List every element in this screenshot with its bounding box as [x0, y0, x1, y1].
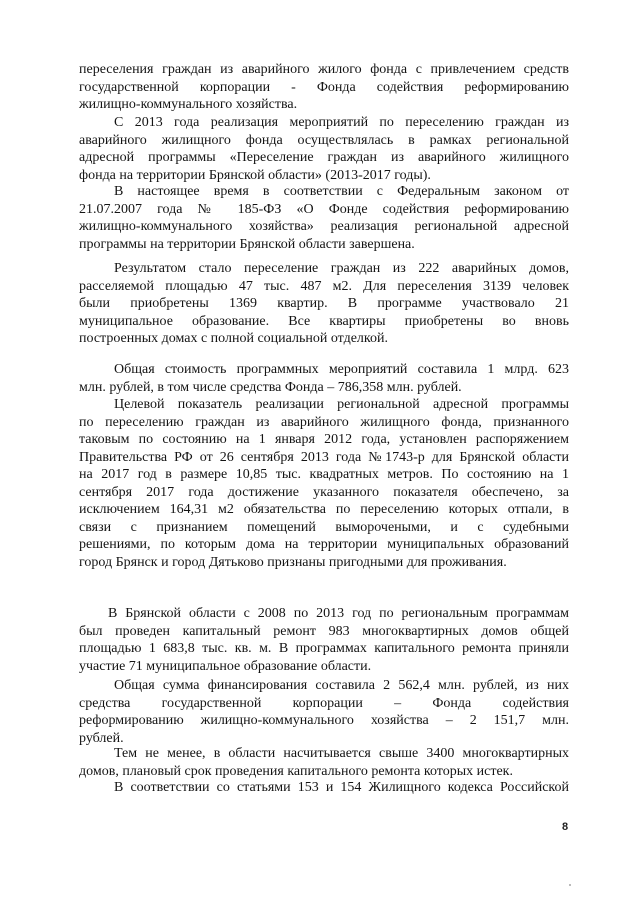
- text-line: участие 71 муниципальное образование области.: [79, 658, 372, 674]
- text-line: Правительства РФ от 26 сентября 2013 года №1743-р для Брянской области: [79, 449, 569, 465]
- text-line: жилищно-коммунального хозяйства» реализация региональной адресной: [79, 219, 569, 234]
- text-line: были приобретены 1369 квартир. В программе участвовало 21: [79, 296, 569, 311]
- paragraph-1: [79, 61, 569, 114]
- text-line: Общая стоимость программных мероприятий составила 1 млрд. 623: [114, 362, 569, 377]
- text-line: Результатом стало переселение граждан из 222 аварийных домов,: [114, 261, 569, 276]
- paragraph-6: [79, 396, 569, 571]
- scan-speck: [569, 884, 571, 886]
- text-line: сентября 2017 года достижение указанного показателя обеспечено, за: [79, 484, 569, 500]
- text-line: домов, плановый срок проведения капитального ремонта которых истек.: [79, 763, 513, 779]
- paragraph-2: [79, 114, 569, 184]
- text-line: на 2017 год в размере 10,85 тыс. квадратных метров. По состоянию на 1: [79, 467, 569, 482]
- text-line: Целевой показатель реализации региональной адресной программы: [114, 397, 569, 412]
- text-line: Тем не менее, в области насчитывается свыше 3400 многоквартирных: [114, 746, 569, 761]
- paragraph-7: [79, 605, 569, 675]
- text-line: 21.07.2007 года № 185-ФЗ «О Фонде содействия реформированию: [79, 201, 569, 217]
- text-line: был проведен капитальный ремонт 983 многоквартирных домов общей: [79, 623, 569, 639]
- text-line: реформированию жилищно-коммунального хозяйства – 2 151,7 млн.: [79, 713, 569, 728]
- paragraph-8: [79, 677, 569, 747]
- page-number: 8: [562, 821, 569, 833]
- text-line: таковым по состоянию на 1 января 2012 года, установлен распоряжением: [79, 432, 569, 447]
- text-line: по переселению граждан из аварийного жилищного фонда, признанного: [79, 414, 569, 430]
- text-line: расселяемой площадью 47 тыс. 487 м2. Для переселения 3139 человек: [79, 278, 569, 294]
- text-line: Общая сумма финансирования составила 2 562,4 млн. рублей, из них: [114, 678, 569, 693]
- paragraph-3: [79, 183, 569, 253]
- text-line: млн. рублей, в том числе средства Фонда – 786,358 млн. рублей.: [79, 379, 462, 395]
- text-line: рублей.: [79, 730, 124, 746]
- text-line: площадью 1 683,8 тыс. кв. м. В программах капитального ремонта приняли: [79, 641, 569, 656]
- text-line: жилищно-коммунального хозяйства.: [79, 97, 298, 112]
- text-line: В соответствии со статьями 153 и 154 Жилищного кодекса Российской: [114, 780, 569, 795]
- text-line: переселения граждан из аварийного жилого фонда с привлечением средств: [79, 62, 569, 77]
- text-line: решениями, по которым дома на территории муниципальных образований: [79, 537, 569, 552]
- text-line: В настоящее время в соответствии с Федеральным законом от: [114, 184, 569, 199]
- paragraph-9: [79, 745, 569, 780]
- text-line: программы на территории Брянской области завершена.: [79, 236, 415, 252]
- text-line: город Брянск и город Дятьково признаны пригодными для проживания.: [79, 554, 507, 570]
- text-line: С 2013 года реализация мероприятий по переселению граждан из: [114, 115, 569, 130]
- text-line: исключением 164,31 м2 обязательства по переселению которых отпали, в: [79, 502, 569, 517]
- text-line: средства государственной корпорации – Фонда содействия: [79, 695, 569, 711]
- paragraph-4: [79, 260, 569, 348]
- text-line: государственной корпорации - Фонда содействия реформированию: [79, 79, 569, 95]
- text-line: построенных домах с полной социальной отделкой.: [79, 331, 388, 346]
- text-line: адресной программы «Переселение граждан из аварийного жилищного: [79, 150, 569, 165]
- text-line: фонда на территории Брянской области» (2013-2017 годы).: [79, 167, 431, 183]
- paragraph-10: [79, 779, 569, 797]
- text-line: В Брянской области с 2008 по 2013 год по региональным программам: [108, 606, 569, 621]
- text-line: связи с признанием помещений выморочеными, и с судебными: [79, 519, 569, 535]
- text-line: муниципальное образование. Все квартиры приобретены во вновь: [79, 313, 569, 329]
- paragraph-5: [79, 361, 569, 396]
- text-line: аварийного жилищного фонда осуществлялась в рамках региональной: [79, 132, 569, 148]
